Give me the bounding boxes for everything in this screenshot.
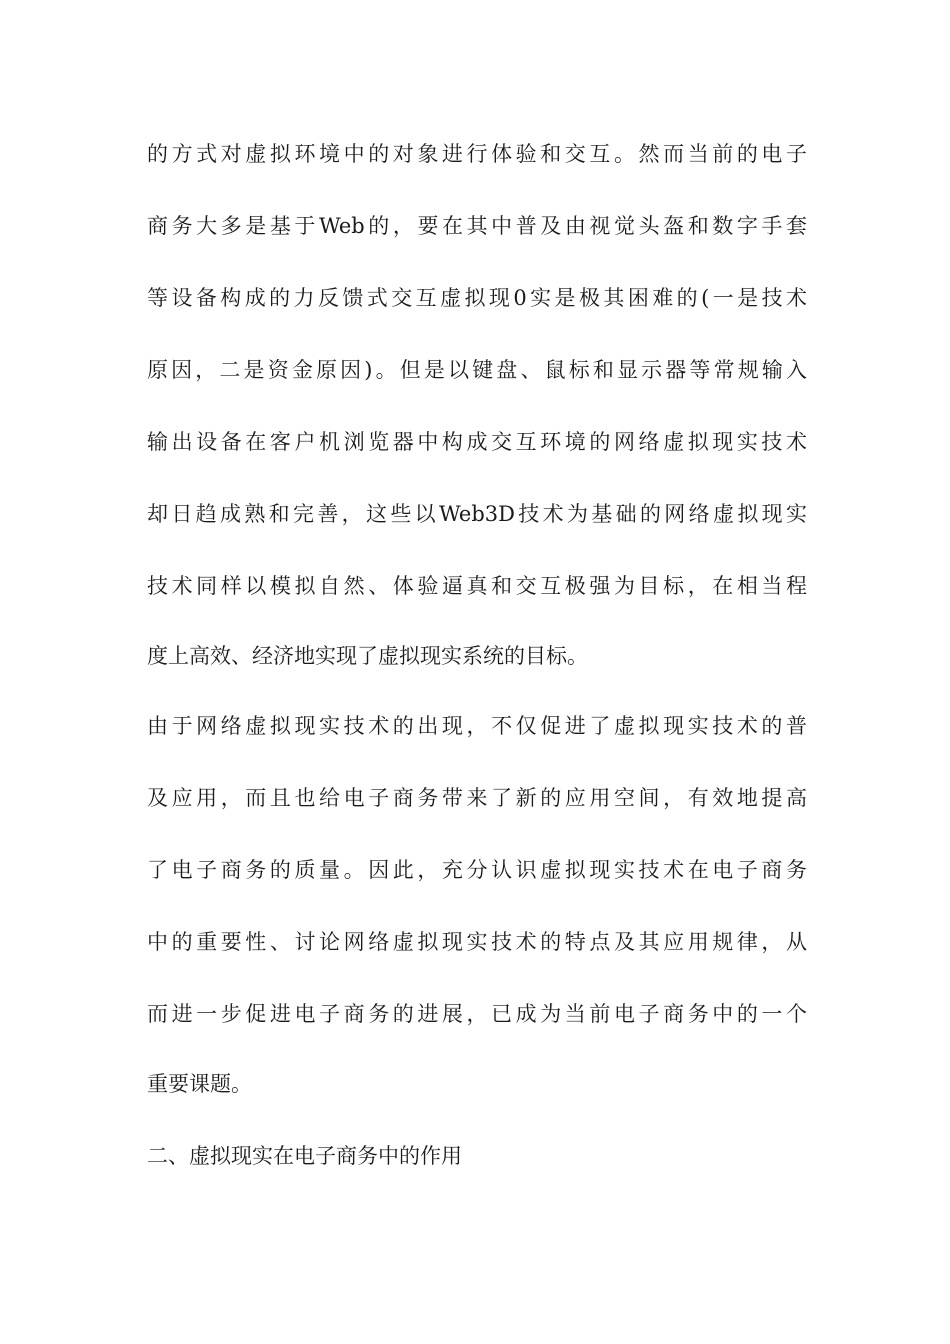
paragraph-line: 输出设备在客户机浏览器中构成交互环境的网络虚拟现实技术 (147, 430, 807, 454)
paragraph-line: 了电子商务的质量。因此，充分认识虚拟现实技术在电子商务 (147, 858, 807, 882)
paragraph-line: 而进一步促进电子商务的进展，已成为当前电子商务中的一个 (147, 1002, 807, 1026)
paragraph-line: 却日趋成熟和完善，这些以Web3D技术为基础的网络虚拟现实 (147, 502, 807, 526)
paragraph-line: 及应用，而且也给电子商务带来了新的应用空间，有效地提高 (147, 786, 807, 810)
paragraph-line: 中的重要性、讨论网络虚拟现实技术的特点及其应用规律，从 (147, 930, 807, 954)
section-heading: 二、虚拟现实在电子商务中的作用 (147, 1144, 462, 1168)
paragraph-last-line: 重要课题。 (147, 1072, 252, 1096)
paragraph-line: 等设备构成的力反馈式交互虚拟现0实是极其困难的(一是技术 (147, 286, 807, 310)
paragraph-line: 由于网络虚拟现实技术的出现，不仅促进了虚拟现实技术的普 (147, 714, 807, 738)
paragraph-line: 的方式对虚拟环境中的对象进行体验和交互。然而当前的电子 (147, 142, 807, 166)
paragraph-line: 技术同样以模拟自然、体验逼真和交互极强为目标，在相当程 (147, 574, 807, 598)
paragraph-line: 商务大多是基于Web的，要在其中普及由视觉头盔和数字手套 (147, 214, 807, 238)
paragraph-line: 原因，二是资金原因)。但是以键盘、鼠标和显示器等常规输入 (147, 358, 807, 382)
paragraph-last-line: 度上高效、经济地实现了虚拟现实系统的目标。 (147, 644, 588, 668)
